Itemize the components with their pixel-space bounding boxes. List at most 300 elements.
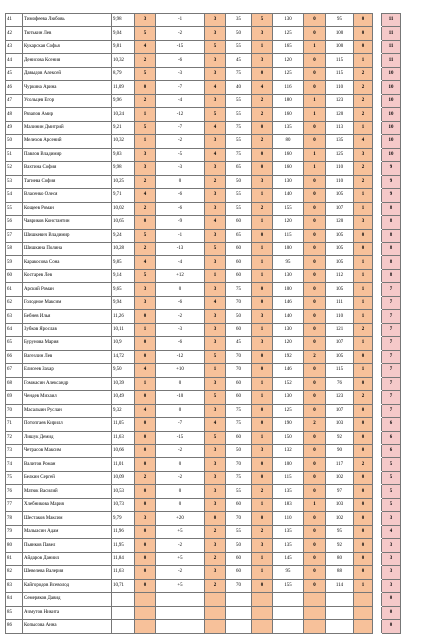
points-pullups: 0 bbox=[304, 216, 326, 229]
score-run: 10,73 bbox=[112, 498, 135, 511]
points-pullups: 0 bbox=[304, 256, 326, 269]
score-throw: 50 bbox=[226, 310, 252, 323]
table-row bbox=[6, 310, 401, 323]
table-row bbox=[6, 418, 401, 431]
score-pullups: 183 bbox=[273, 498, 304, 511]
spacer bbox=[373, 121, 382, 134]
spacer bbox=[373, 310, 382, 323]
score-run: 11,95 bbox=[112, 539, 135, 552]
score-jump: -2 bbox=[156, 135, 205, 148]
row-number: 48 bbox=[6, 108, 23, 121]
score-run: 10,11 bbox=[112, 323, 135, 336]
points-flex: 2 bbox=[354, 391, 373, 404]
spacer bbox=[373, 269, 382, 282]
points-flex: 0 bbox=[354, 14, 373, 27]
row-number: 63 bbox=[6, 310, 23, 323]
points-throw: 3 bbox=[252, 337, 273, 350]
table-row bbox=[6, 337, 401, 350]
score-run: 11,09 bbox=[112, 81, 135, 94]
points-throw: 2 bbox=[252, 485, 273, 498]
points-flex: 2 bbox=[354, 108, 373, 121]
points-throw: 1 bbox=[252, 391, 273, 404]
points-pullups: 0 bbox=[304, 135, 326, 148]
student-name: Вахтина София bbox=[23, 162, 112, 175]
total-points: 4 bbox=[382, 525, 401, 538]
row-number: 70 bbox=[6, 404, 23, 417]
student-name: Тимофеева Любовь bbox=[23, 14, 112, 27]
table-row bbox=[6, 498, 401, 511]
points-throw: 0 bbox=[252, 418, 273, 431]
score-run: 10,65 bbox=[112, 216, 135, 229]
table-row bbox=[6, 54, 401, 67]
spacer bbox=[373, 391, 382, 404]
points-run: 0 bbox=[135, 310, 156, 323]
row-number: 79 bbox=[6, 525, 23, 538]
points-throw: 0 bbox=[252, 404, 273, 417]
score-run: 9,50 bbox=[112, 364, 135, 377]
student-name: Кощеев Роман bbox=[23, 202, 112, 215]
points-jump: 3 bbox=[205, 14, 226, 27]
score-flex: 88 bbox=[326, 566, 354, 579]
student-name: Голодное Максим bbox=[23, 296, 112, 309]
score-jump: -12 bbox=[156, 350, 205, 363]
points-jump: 3 bbox=[205, 485, 226, 498]
score-run: 10,28 bbox=[112, 242, 135, 255]
student-name: Елисеев Захар bbox=[23, 364, 112, 377]
score-flex: 92 bbox=[326, 539, 354, 552]
student-name: Бурунова Мария bbox=[23, 337, 112, 350]
points-run bbox=[135, 593, 156, 606]
total-points: 0 bbox=[382, 593, 401, 606]
score-jump: -6 bbox=[156, 337, 205, 350]
score-pullups: 155 bbox=[273, 579, 304, 592]
total-points: 3 bbox=[382, 579, 401, 592]
score-pullups: 160 bbox=[273, 108, 304, 121]
score-pullups: 95 bbox=[273, 566, 304, 579]
table-row bbox=[6, 525, 401, 538]
score-run: 10,49 bbox=[112, 391, 135, 404]
total-points: 8 bbox=[382, 216, 401, 229]
row-number: 85 bbox=[6, 606, 23, 619]
spacer bbox=[373, 579, 382, 592]
score-run: 10,71 bbox=[112, 579, 135, 592]
points-run: 4 bbox=[135, 404, 156, 417]
table-row bbox=[6, 566, 401, 579]
row-number: 68 bbox=[6, 377, 23, 390]
row-number: 50 bbox=[6, 135, 23, 148]
score-flex: 110 bbox=[326, 310, 354, 323]
points-flex: 2 bbox=[354, 458, 373, 471]
points-flex: 0 bbox=[354, 27, 373, 40]
score-throw: 50 bbox=[226, 175, 252, 188]
points-pullups: 0 bbox=[304, 364, 326, 377]
score-run: 9,21 bbox=[112, 121, 135, 134]
points-run: 4 bbox=[135, 189, 156, 202]
points-jump: 3 bbox=[205, 202, 226, 215]
student-name: Тютькин Лев bbox=[23, 27, 112, 40]
points-run: 0 bbox=[135, 458, 156, 471]
score-pullups: 135 bbox=[273, 539, 304, 552]
total-points: 7 bbox=[382, 337, 401, 350]
points-jump: 4 bbox=[205, 296, 226, 309]
score-jump: -1 bbox=[156, 229, 205, 242]
total-points: 11 bbox=[382, 14, 401, 27]
points-run: 5 bbox=[135, 269, 156, 282]
points-flex: 2 bbox=[354, 94, 373, 107]
total-points: 6 bbox=[382, 418, 401, 431]
points-jump: 5 bbox=[205, 40, 226, 53]
score-pullups: 165 bbox=[273, 40, 304, 53]
points-jump: 3 bbox=[205, 445, 226, 458]
points-flex: 0 bbox=[354, 40, 373, 53]
table-row bbox=[6, 593, 401, 606]
score-throw: 60 bbox=[226, 377, 252, 390]
total-points: 0 bbox=[382, 620, 401, 633]
score-pullups: 130 bbox=[273, 269, 304, 282]
score-pullups: 120 bbox=[273, 54, 304, 67]
points-run: 0 bbox=[135, 431, 156, 444]
points-jump: 3 bbox=[205, 94, 226, 107]
points-flex: 0 bbox=[354, 431, 373, 444]
total-points: 8 bbox=[382, 242, 401, 255]
points-flex: 0 bbox=[354, 485, 373, 498]
score-run: 11,84 bbox=[112, 552, 135, 565]
table-row bbox=[6, 606, 401, 619]
points-jump: 5 bbox=[205, 350, 226, 363]
points-flex bbox=[354, 620, 373, 633]
row-number: 72 bbox=[6, 431, 23, 444]
spacer bbox=[373, 364, 382, 377]
score-jump: 0 bbox=[156, 175, 205, 188]
points-jump: 2 bbox=[205, 525, 226, 538]
points-jump: 3 bbox=[205, 229, 226, 242]
points-run: 0 bbox=[135, 579, 156, 592]
points-jump: 1 bbox=[205, 364, 226, 377]
score-pullups: 130 bbox=[273, 14, 304, 27]
student-name: Шишкевич Владимир bbox=[23, 229, 112, 242]
score-pullups: 140 bbox=[273, 189, 304, 202]
points-jump: 3 bbox=[205, 256, 226, 269]
score-throw: 60 bbox=[226, 216, 252, 229]
score-run: 11,63 bbox=[112, 431, 135, 444]
points-throw bbox=[252, 593, 273, 606]
row-number: 83 bbox=[6, 579, 23, 592]
points-pullups: 0 bbox=[304, 323, 326, 336]
points-throw: 3 bbox=[252, 27, 273, 40]
row-number: 57 bbox=[6, 229, 23, 242]
points-pullups: 1 bbox=[304, 148, 326, 161]
spacer bbox=[373, 189, 382, 202]
points-pullups: 0 bbox=[304, 27, 326, 40]
row-number: 76 bbox=[6, 485, 23, 498]
total-points: 3 bbox=[382, 539, 401, 552]
score-throw bbox=[226, 593, 252, 606]
spacer bbox=[373, 242, 382, 255]
score-flex bbox=[326, 593, 354, 606]
points-pullups: 0 bbox=[304, 337, 326, 350]
score-run: 10,39 bbox=[112, 377, 135, 390]
points-throw: 1 bbox=[252, 431, 273, 444]
points-run: 2 bbox=[135, 94, 156, 107]
table-row bbox=[6, 14, 401, 27]
points-run: 3 bbox=[135, 512, 156, 525]
points-jump: 3 bbox=[205, 135, 226, 148]
table-row bbox=[6, 67, 401, 80]
points-flex: 0 bbox=[354, 377, 373, 390]
score-flex: 102 bbox=[326, 471, 354, 484]
points-throw: 1 bbox=[252, 323, 273, 336]
points-flex: 2 bbox=[354, 81, 373, 94]
score-pullups bbox=[273, 606, 304, 619]
score-throw bbox=[226, 606, 252, 619]
score-jump: -5 bbox=[156, 148, 205, 161]
score-flex: 117 bbox=[326, 458, 354, 471]
total-points: 7 bbox=[382, 323, 401, 336]
student-name: Павлов Владимир bbox=[23, 148, 112, 161]
score-pullups: 160 bbox=[273, 148, 304, 161]
points-run: 2 bbox=[135, 471, 156, 484]
points-jump: 3 bbox=[205, 283, 226, 296]
score-run: 11,05 bbox=[112, 418, 135, 431]
points-flex: 2 bbox=[354, 162, 373, 175]
score-flex bbox=[326, 606, 354, 619]
score-flex: 105 bbox=[326, 256, 354, 269]
score-run bbox=[112, 593, 135, 606]
score-run: 11,26 bbox=[112, 310, 135, 323]
score-run: 11,63 bbox=[112, 566, 135, 579]
points-flex: 1 bbox=[354, 54, 373, 67]
score-pullups bbox=[273, 620, 304, 633]
score-jump: -2 bbox=[156, 445, 205, 458]
points-run: 2 bbox=[135, 175, 156, 188]
points-throw: 1 bbox=[252, 256, 273, 269]
score-throw: 60 bbox=[226, 323, 252, 336]
score-pullups: 146 bbox=[273, 296, 304, 309]
score-pullups: 110 bbox=[273, 512, 304, 525]
score-run: 10,32 bbox=[112, 135, 135, 148]
points-flex: 1 bbox=[354, 121, 373, 134]
points-run: 1 bbox=[135, 323, 156, 336]
score-run: 9,24 bbox=[112, 229, 135, 242]
total-points: 3 bbox=[382, 512, 401, 525]
row-number: 51 bbox=[6, 148, 23, 161]
points-run: 5 bbox=[135, 67, 156, 80]
table-row bbox=[6, 40, 401, 53]
table-row bbox=[6, 296, 401, 309]
spacer bbox=[373, 67, 382, 80]
total-points: 7 bbox=[382, 364, 401, 377]
points-pullups: 1 bbox=[304, 94, 326, 107]
total-points: 5 bbox=[382, 485, 401, 498]
score-flex: 111 bbox=[326, 296, 354, 309]
total-points: 10 bbox=[382, 135, 401, 148]
score-flex: 100 bbox=[326, 27, 354, 40]
score-flex: 115 bbox=[326, 67, 354, 80]
results-table-body bbox=[6, 14, 401, 634]
points-jump: 3 bbox=[205, 566, 226, 579]
student-name: Айдаров Даниил bbox=[23, 552, 112, 565]
table-row bbox=[6, 216, 401, 229]
score-run: 10,32 bbox=[112, 54, 135, 67]
score-throw: 55 bbox=[226, 40, 252, 53]
points-throw: 0 bbox=[252, 364, 273, 377]
points-throw bbox=[252, 620, 273, 633]
score-jump: -7 bbox=[156, 121, 205, 134]
student-name: Арский Роман bbox=[23, 283, 112, 296]
row-number: 47 bbox=[6, 94, 23, 107]
spacer bbox=[373, 471, 382, 484]
points-run: 0 bbox=[135, 566, 156, 579]
points-throw: 4 bbox=[252, 81, 273, 94]
score-run: 10,25 bbox=[112, 175, 135, 188]
student-name: Шевелева Валерия bbox=[23, 566, 112, 579]
score-flex: 103 bbox=[326, 418, 354, 431]
points-run: 0 bbox=[135, 391, 156, 404]
spacer bbox=[373, 296, 382, 309]
points-run: 2 bbox=[135, 54, 156, 67]
points-pullups: 0 bbox=[304, 552, 326, 565]
score-jump: 0 bbox=[156, 283, 205, 296]
table-row bbox=[6, 391, 401, 404]
score-flex: 120 bbox=[326, 216, 354, 229]
student-name: Масалыин Руслан bbox=[23, 404, 112, 417]
spacer bbox=[373, 81, 382, 94]
row-number: 82 bbox=[6, 566, 23, 579]
points-throw: 0 bbox=[252, 471, 273, 484]
score-flex: 125 bbox=[326, 148, 354, 161]
points-jump: 3 bbox=[205, 27, 226, 40]
row-number: 54 bbox=[6, 189, 23, 202]
spacer bbox=[373, 431, 382, 444]
score-throw: 55 bbox=[226, 202, 252, 215]
points-pullups bbox=[304, 606, 326, 619]
points-pullups: 0 bbox=[304, 269, 326, 282]
results-table bbox=[5, 13, 401, 634]
row-number: 80 bbox=[6, 539, 23, 552]
score-jump: -3 bbox=[156, 323, 205, 336]
total-points: 10 bbox=[382, 81, 401, 94]
spacer bbox=[373, 445, 382, 458]
score-throw: 60 bbox=[226, 431, 252, 444]
score-flex: 135 bbox=[326, 135, 354, 148]
score-flex: 121 bbox=[326, 323, 354, 336]
score-jump: -2 bbox=[156, 471, 205, 484]
total-points: 7 bbox=[382, 391, 401, 404]
row-number: 42 bbox=[6, 27, 23, 40]
score-flex: 92 bbox=[326, 431, 354, 444]
spacer bbox=[373, 27, 382, 40]
points-throw: 2 bbox=[252, 135, 273, 148]
score-jump: -12 bbox=[156, 108, 205, 121]
points-flex: 0 bbox=[354, 498, 373, 511]
points-throw: 1 bbox=[252, 498, 273, 511]
points-pullups: 0 bbox=[304, 283, 326, 296]
points-throw: 0 bbox=[252, 512, 273, 525]
total-points: 9 bbox=[382, 189, 401, 202]
table-row bbox=[6, 404, 401, 417]
points-throw: 0 bbox=[252, 121, 273, 134]
table-row bbox=[6, 81, 401, 94]
points-jump: 4 bbox=[205, 121, 226, 134]
points-flex: 1 bbox=[354, 579, 373, 592]
points-pullups: 0 bbox=[304, 471, 326, 484]
points-jump: 3 bbox=[205, 539, 226, 552]
spacer bbox=[373, 458, 382, 471]
table-row bbox=[6, 135, 401, 148]
points-pullups: 1 bbox=[304, 108, 326, 121]
table-row bbox=[6, 364, 401, 377]
table-row bbox=[6, 121, 401, 134]
points-jump: 3 bbox=[205, 498, 226, 511]
score-throw: 60 bbox=[226, 498, 252, 511]
student-name: Усольцев Егор bbox=[23, 94, 112, 107]
score-throw: 70 bbox=[226, 364, 252, 377]
score-pullups: 135 bbox=[273, 121, 304, 134]
score-throw: 55 bbox=[226, 485, 252, 498]
spacer bbox=[373, 54, 382, 67]
points-flex bbox=[354, 593, 373, 606]
points-flex: 0 bbox=[354, 229, 373, 242]
score-pullups: 130 bbox=[273, 323, 304, 336]
row-number: 64 bbox=[6, 323, 23, 336]
points-flex: 1 bbox=[354, 296, 373, 309]
student-name: Малыасин Адам bbox=[23, 525, 112, 538]
spacer bbox=[373, 525, 382, 538]
score-pullups: 135 bbox=[273, 525, 304, 538]
row-number: 46 bbox=[6, 81, 23, 94]
points-flex: 1 bbox=[354, 283, 373, 296]
score-pullups: 116 bbox=[273, 81, 304, 94]
total-points: 8 bbox=[382, 229, 401, 242]
score-pullups: 130 bbox=[273, 175, 304, 188]
row-number: 77 bbox=[6, 498, 23, 511]
points-flex: 1 bbox=[354, 269, 373, 282]
points-throw: 0 bbox=[252, 148, 273, 161]
score-jump: -2 bbox=[156, 539, 205, 552]
points-jump: 4 bbox=[205, 216, 226, 229]
score-run: 10,66 bbox=[112, 445, 135, 458]
score-pullups: 152 bbox=[273, 377, 304, 390]
table-row bbox=[6, 377, 401, 390]
score-pullups: 125 bbox=[273, 67, 304, 80]
points-run: 4 bbox=[135, 40, 156, 53]
score-throw: 50 bbox=[226, 539, 252, 552]
total-points: 7 bbox=[382, 404, 401, 417]
row-number: 55 bbox=[6, 202, 23, 215]
score-flex: 115 bbox=[326, 364, 354, 377]
score-jump: -2 bbox=[156, 27, 205, 40]
points-jump: 4 bbox=[205, 81, 226, 94]
points-throw: 2 bbox=[252, 94, 273, 107]
score-throw: 55 bbox=[226, 135, 252, 148]
score-run: 9,65 bbox=[112, 283, 135, 296]
score-run bbox=[112, 606, 135, 619]
points-jump: 5 bbox=[205, 108, 226, 121]
total-points: 8 bbox=[382, 269, 401, 282]
score-jump: -3 bbox=[156, 67, 205, 80]
total-points: 3 bbox=[382, 552, 401, 565]
points-jump: 5 bbox=[205, 391, 226, 404]
spacer bbox=[373, 283, 382, 296]
score-throw: 70 bbox=[226, 350, 252, 363]
spacer bbox=[373, 539, 382, 552]
score-run: 10,53 bbox=[112, 485, 135, 498]
score-pullups: 192 bbox=[273, 350, 304, 363]
score-flex: 105 bbox=[326, 350, 354, 363]
points-throw: 1 bbox=[252, 269, 273, 282]
student-name: Вагезлин Лев bbox=[23, 350, 112, 363]
score-flex: 107 bbox=[326, 337, 354, 350]
